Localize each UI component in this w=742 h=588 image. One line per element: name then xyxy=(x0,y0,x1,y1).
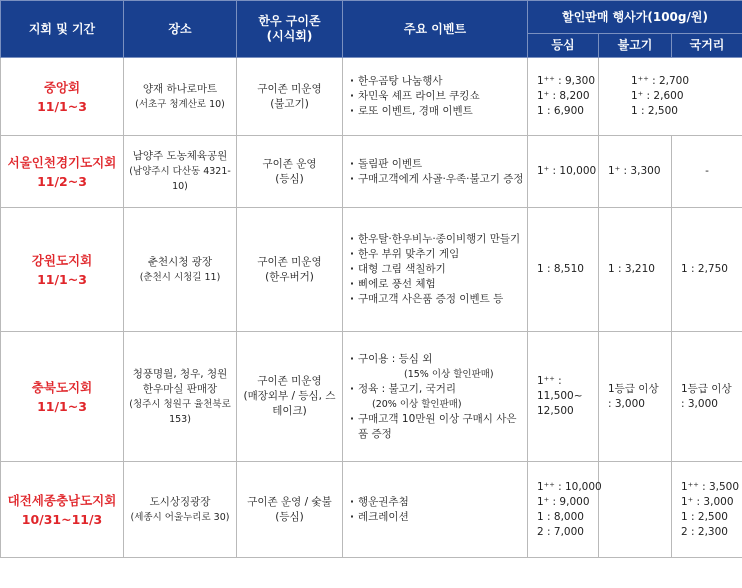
zone-menu: (등심) xyxy=(275,510,304,523)
price-line: : 3,000 xyxy=(608,397,645,410)
price-line: 1⁺ : 3,000 xyxy=(681,495,734,508)
header-region: 지회 및 기간 xyxy=(1,1,124,58)
event-item: · 구매고객 10만원 이상 구매시 사은품 증정 xyxy=(349,412,524,442)
header-ground: 국거리 xyxy=(672,34,742,58)
price-line: 1⁺⁺ : xyxy=(537,375,562,387)
zone-status: 구이존 운영 / 숯불 xyxy=(247,495,332,508)
event-item: · 구매고객 사은품 증정 이벤트 등 xyxy=(349,292,524,307)
region-name: 충북도지회 xyxy=(31,379,93,395)
bulgogi-ground-price-cell xyxy=(599,58,742,136)
zone-cell xyxy=(237,462,343,558)
event-item: · 한우 부위 맞추기 게임 xyxy=(349,247,524,262)
bulgogi-price-cell xyxy=(599,332,672,462)
price-line: 1등급 이상 xyxy=(681,382,732,395)
venue-address: (춘천시 시청길 11) xyxy=(139,271,221,283)
event-item: · 한우탈·한우비누·종이비행기 만들기 xyxy=(349,232,524,247)
region-name: 대전세종충남도지회 xyxy=(7,492,117,508)
header-bulgogi: 불고기 xyxy=(599,34,672,58)
price-line: 1⁺⁺ : 10,000 xyxy=(537,480,602,493)
event-item: · 대형 그림 색칠하기 xyxy=(349,262,524,277)
zone-menu: (불고기) xyxy=(270,97,309,110)
event-item xyxy=(349,352,524,382)
table-row xyxy=(1,462,742,558)
header-zone xyxy=(237,1,343,58)
venue-address: (서초구 청계산로 10) xyxy=(135,98,225,110)
venue-name: 청풍명월, 청우, 청원 한우마실 판매장 xyxy=(132,367,228,395)
events-cell xyxy=(343,208,528,332)
header-venue: 장소 xyxy=(124,1,237,58)
event-item: · 돌림판 이벤트 xyxy=(349,157,524,172)
venue-cell xyxy=(124,462,237,558)
zone-status: 구이존 미운영 xyxy=(257,375,322,387)
price-line: 1 : 8,510 xyxy=(537,263,584,275)
event-item: · 행운권추첨 xyxy=(349,495,524,510)
event-item: · 삐에로 풍선 체험 xyxy=(349,277,524,292)
zone-cell xyxy=(237,136,343,208)
region-cell xyxy=(1,58,124,136)
events-cell xyxy=(343,462,528,558)
region-name: 강원도지회 xyxy=(31,252,93,268)
price-line: 1등급 이상 xyxy=(608,382,659,395)
price-line: 1 : 3,210 xyxy=(608,263,655,275)
region-period: 10/31~11/3 xyxy=(21,511,103,527)
ground-price-cell xyxy=(672,462,742,558)
grade-price-cell xyxy=(528,332,599,462)
price-line: 2 : 7,000 xyxy=(537,525,584,538)
venue-name: 춘천시청 광장 xyxy=(147,255,213,268)
event-note: (20% 이상 할인판매) xyxy=(372,398,462,410)
region-cell xyxy=(1,332,124,462)
venue-cell xyxy=(124,332,237,462)
region-period: 11/1~3 xyxy=(37,398,87,414)
zone-cell xyxy=(237,58,343,136)
zone-cell xyxy=(237,332,343,462)
region-cell xyxy=(1,208,124,332)
region-name: 서울인천경기도지회 xyxy=(7,154,117,170)
region-cell xyxy=(1,462,124,558)
price-line: 1⁺⁺ : 3,500 xyxy=(681,480,740,493)
grade-price-cell xyxy=(528,208,599,332)
venue-name: 양재 하나로마트 xyxy=(142,82,218,95)
events-cell xyxy=(343,332,528,462)
table-row xyxy=(1,208,742,332)
event-note: (15% 이상 할인판매) xyxy=(404,368,494,380)
venue-address: (세종시 어울누리로 30) xyxy=(130,511,230,523)
event-item: · 레크레이션 xyxy=(349,510,524,525)
region-period: 11/1~3 xyxy=(37,271,87,287)
price-line: 1⁺ : 3,300 xyxy=(608,165,661,177)
price-line: 1⁺ : 9,000 xyxy=(537,495,590,508)
bulgogi-price-cell xyxy=(599,462,672,558)
zone-menu: (매장외부 / 등심, 스테이크) xyxy=(243,390,336,417)
header-zone-line1: 한우 구이존 xyxy=(258,14,321,28)
price-line: 1⁺ : 10,000 xyxy=(537,165,597,177)
venue-address: (남양주시 다산동 4321-10) xyxy=(129,166,231,192)
zone-status: 구이존 미운영 xyxy=(257,255,322,268)
price-line: 12,500 xyxy=(537,405,574,417)
region-cell xyxy=(1,136,124,208)
event-item: · 차민욱 셰프 라이브 쿠킹쇼 xyxy=(349,89,524,104)
venue-cell xyxy=(124,58,237,136)
venue-address: (청주시 청원구 율천북로 153) xyxy=(129,398,231,425)
region-name: 중앙회 xyxy=(43,79,81,95)
venue-cell xyxy=(124,208,237,332)
bulgogi-price-cell xyxy=(599,208,672,332)
table-row xyxy=(1,136,742,208)
events-cell xyxy=(343,136,528,208)
header-events: 주요 이벤트 xyxy=(343,1,528,58)
zone-menu: (한우버거) xyxy=(265,270,314,283)
grade-price-cell xyxy=(528,462,602,558)
header-zone-line2: (시식회) xyxy=(266,29,313,43)
ground-price-cell xyxy=(672,136,742,208)
price-line: 1⁺⁺ : 9,300 xyxy=(537,75,596,87)
ground-price-cell xyxy=(672,208,742,332)
venue-cell xyxy=(124,136,237,208)
price-line: 1⁺⁺ : 2,700 xyxy=(631,75,690,87)
events-cell xyxy=(343,58,528,136)
zone-status: 구이존 미운영 xyxy=(257,82,322,95)
zone-cell xyxy=(237,208,343,332)
price-line: 1 : 2,500 xyxy=(631,105,678,117)
event-item: · 구매고객에게 사골·우족·불고기 증정 xyxy=(349,172,524,187)
ground-price-cell xyxy=(672,332,742,462)
region-period: 11/1~3 xyxy=(37,98,87,114)
zone-menu: (등심) xyxy=(275,172,304,185)
venue-name: 남양주 도농체육공원 xyxy=(132,150,228,162)
price-line: 11,500~ xyxy=(537,390,583,402)
price-line: 1 : 2,500 xyxy=(681,510,728,523)
event-item: · 한우곰탕 나눔행사 xyxy=(349,74,524,89)
table-row xyxy=(1,58,742,136)
grade-price-cell xyxy=(528,58,599,136)
event-text: 정육 : 불고기, 국거리 xyxy=(358,382,457,395)
venue-name: 도시상징광장 xyxy=(149,495,211,508)
price-line: 1⁺ : 2,600 xyxy=(631,90,684,102)
event-item xyxy=(349,382,524,412)
event-item: · 로또 이벤트, 경매 이벤트 xyxy=(349,104,524,119)
header-grade: 등심 xyxy=(528,34,599,58)
price-line: 2 : 2,300 xyxy=(681,525,728,538)
price-line: - xyxy=(705,165,709,177)
zone-status: 구이존 운영 xyxy=(262,157,317,170)
event-text: 구이용 : 등심 외 xyxy=(358,352,433,365)
price-line: 1 : 2,750 xyxy=(681,263,728,275)
grade-price-cell xyxy=(528,136,599,208)
price-line: 1⁺ : 8,200 xyxy=(537,90,590,102)
price-line: 1 : 8,000 xyxy=(537,510,584,523)
region-period: 11/2~3 xyxy=(37,173,87,189)
price-line: : 3,000 xyxy=(681,397,718,410)
price-line: 1 : 6,900 xyxy=(537,105,584,117)
table-row xyxy=(1,332,742,462)
bulgogi-price-cell xyxy=(599,136,672,208)
header-price-group: 할인판매 행사가(100g/원) xyxy=(528,1,742,34)
